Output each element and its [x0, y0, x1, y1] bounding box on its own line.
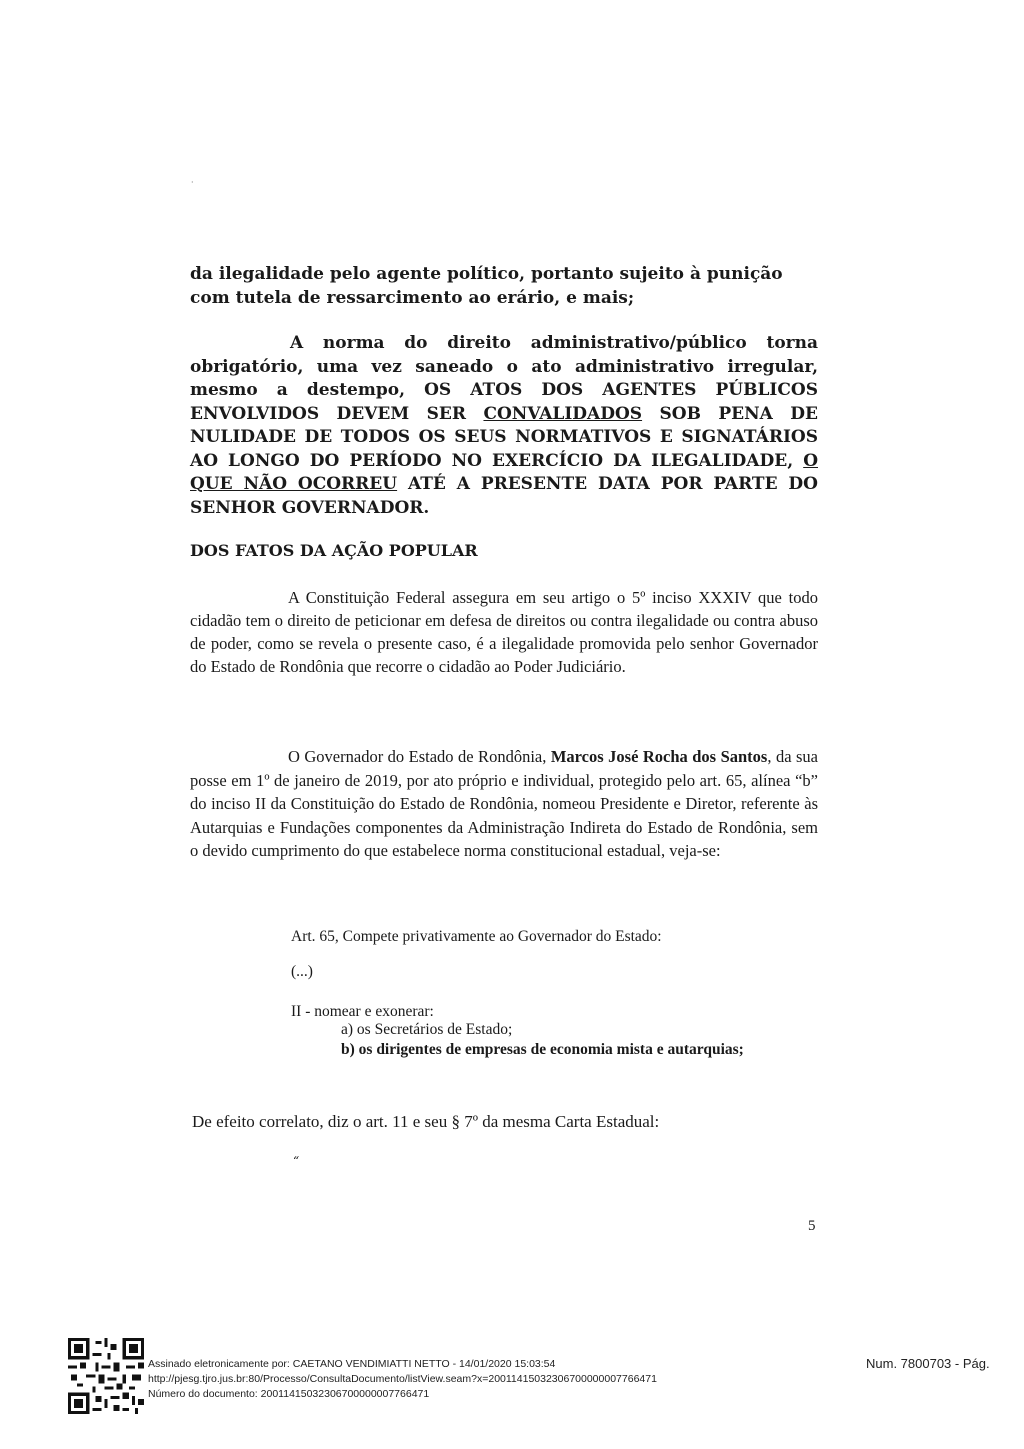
p2-text-b: SOB PENA DE NULIDADE DE TODOS OS SEUS NORMATIVOS E SIGNATÁRIOS AO LONGO DO PERÍODO NO EXERCÍCIO DA ILEGALIDADE, — [190, 403, 818, 471]
p2-text-a: A norma do direito administrativo/público torna obrigatório, uma vez saneado o ato administrativo irregular, mesmo a destempo, OS ATOS DOS AGENTES PÚBLICOS ENVOLVIDOS DEVEM SER — [190, 333, 818, 424]
paragraph-4 — [190, 745, 818, 863]
paragraph-1: da ilegalidade pelo agente político, portanto sujeito à punição com tutela de ressarcimento ao erário, e mais; — [190, 264, 783, 308]
section-heading: DOS FATOS DA AÇÃO POPULAR — [190, 541, 478, 560]
quote-article-65: Art. 65, Compete privativamente ao Governador do Estado: — [291, 928, 662, 945]
p2-text-c: ATÉ A PRESENTE DATA POR PARTE DO SENHOR GOVERNADOR. — [190, 474, 818, 518]
footer-signed-by: Assinado eletronicamente por: CAETANO VENDIMIATTI NETTO - 14/01/2020 15:03:54 — [148, 1358, 556, 1370]
quote-ellipsis: (...) — [291, 963, 313, 980]
paragraph-2 — [190, 332, 818, 520]
paragraph-5: De efeito correlato, diz o art. 11 e seu § 7º da mesma Carta Estadual: — [192, 1112, 660, 1131]
p2-underline-nao-ocorreu: O QUE NÃO OCORREU — [190, 450, 818, 494]
quote-item-a: a) os Secretários de Estado; — [341, 1021, 513, 1038]
quote-item-ii: II - nomear e exonerar: — [291, 1003, 434, 1020]
p4-governor-name: Marcos José Rocha dos Santos — [550, 747, 768, 766]
p2-underline-convalidados: CONVALIDADOS — [483, 403, 643, 424]
footer-document-number: Número do documento: 20011415032306700000007766471 — [148, 1388, 430, 1400]
footer-url-link[interactable]: http://pjesg.tjro.jus.br:80/Processo/ConsultaDocumento/listView.seam?x=20011415032306700000007766471 — [148, 1373, 657, 1385]
p4-text-a: O Governador do Estado de Rondônia, — [288, 747, 551, 766]
open-quote-mark: “ — [293, 1154, 300, 1168]
signature-footer — [148, 1357, 657, 1402]
document-number-reference: Num. 7800703 - Pág. — [866, 1356, 990, 1371]
scan-speck: · — [191, 178, 194, 187]
quote-item-b: b) os dirigentes de empresas de economia mista e autarquias; — [341, 1041, 744, 1058]
p4-text-b: , da sua posse em 1º de janeiro de 2019, por ato próprio e individual, protegido pelo art. 65, alínea “b” do inciso II da Constituição do Estado de Rondônia, nomeou Presidente e Diretor, referente às Autarquias e Fundações componentes da Administração Indireta do Estado de Rondônia, sem o devido cumprimento do que estabelece norma constitucional estadual, veja-se: — [190, 747, 818, 860]
paragraph-3 — [190, 586, 818, 678]
p3-text: A Constituição Federal assegura em seu artigo o 5º inciso XXXIV que todo cidadão tem o direito de peticionar em defesa de direitos ou contra ilegalidade ou contra abuso de poder, como se revela o presente caso, é a ilegalidade promovida pelo senhor Governador do Estado de Rondônia que recorre o cidadão ao Poder Judiciário. — [190, 588, 818, 676]
qr-code-icon — [68, 1338, 144, 1414]
page-number: 5 — [808, 1218, 816, 1234]
